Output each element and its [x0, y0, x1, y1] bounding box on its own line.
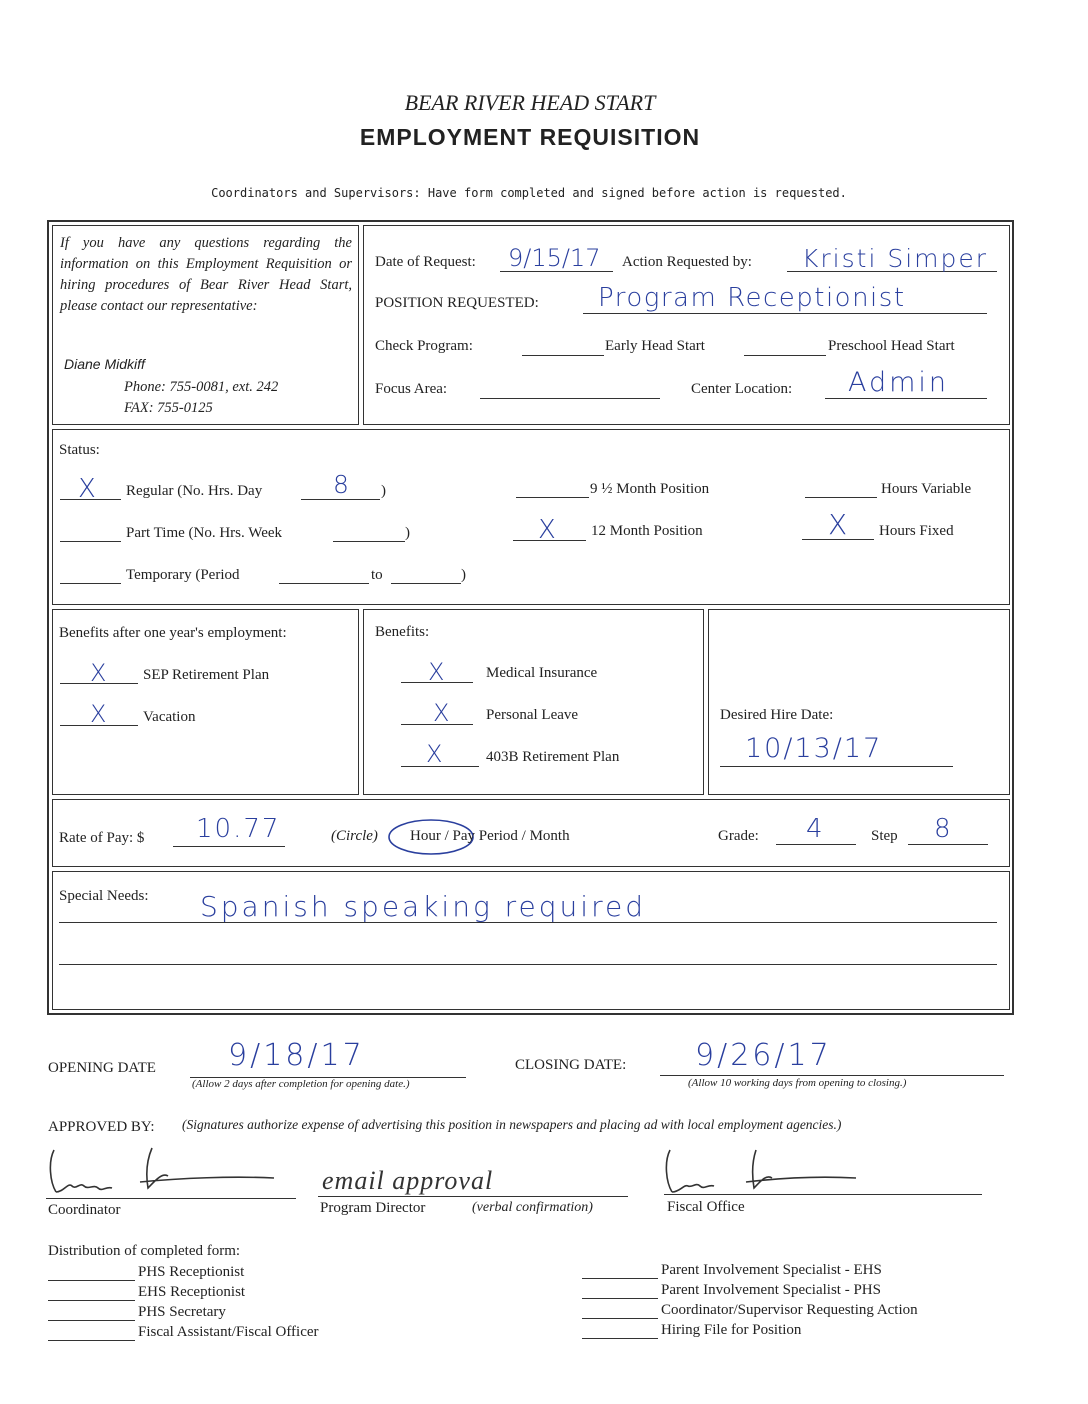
center-location-label: Center Location:: [691, 381, 793, 397]
distribution-left-line-3[interactable]: [48, 1320, 135, 1321]
sep-mark[interactable]: X: [90, 659, 107, 687]
hours-fixed-mark[interactable]: X: [828, 508, 848, 541]
status-label: Status:: [59, 442, 100, 458]
special-needs-line-1: [59, 922, 997, 923]
hire-date-line: [720, 766, 953, 767]
personal-leave-mark[interactable]: X: [433, 699, 450, 727]
nine-month-line[interactable]: [516, 497, 589, 498]
distribution-right-line-4[interactable]: [582, 1338, 658, 1339]
date-of-request-label: Date of Request:: [375, 254, 476, 270]
temporary-to-label: to: [371, 567, 383, 583]
vacation-label: Vacation: [143, 709, 196, 725]
step-line: [908, 844, 988, 845]
center-location-value[interactable]: Admin: [848, 367, 950, 398]
hire-date-label: Desired Hire Date:: [720, 707, 834, 723]
step-label: Step: [871, 828, 898, 844]
distribution-left-line-1[interactable]: [48, 1280, 135, 1281]
regular-hours-value[interactable]: 8: [333, 470, 349, 499]
retirement-403b-mark[interactable]: X: [426, 740, 443, 768]
personal-leave-label: Personal Leave: [486, 707, 579, 723]
part-time-hours-line[interactable]: [333, 541, 405, 542]
early-head-start-line[interactable]: [522, 355, 604, 356]
form-title: EMPLOYMENT REQUISITION: [359, 124, 701, 150]
position-requested-value[interactable]: Program Receptionist: [598, 283, 906, 313]
temporary-line[interactable]: [60, 583, 121, 584]
rate-of-pay-value[interactable]: 10.77: [196, 814, 281, 844]
closing-date-value[interactable]: 9/26/17: [695, 1038, 832, 1073]
circle-label: (Circle): [331, 828, 378, 844]
verbal-confirmation-label: (verbal confirmation): [472, 1200, 593, 1215]
preschool-head-start-label: Preschool Head Start: [828, 338, 955, 354]
focus-area-label: Focus Area:: [375, 381, 448, 397]
position-requested-label: POSITION REQUESTED:: [375, 295, 539, 311]
twelve-month-label: 12 Month Position: [591, 523, 703, 539]
center-location-line: [825, 398, 987, 399]
retirement-403b-label: 403B Retirement Plan: [486, 749, 620, 765]
medical-mark[interactable]: X: [428, 658, 445, 686]
coordinator-label: Coordinator: [48, 1202, 121, 1218]
rate-of-pay-line: [173, 846, 285, 847]
position-requested-line: [583, 313, 987, 314]
closing-date-line: [660, 1075, 1004, 1076]
temporary-to-line[interactable]: [391, 583, 461, 584]
special-needs-value[interactable]: Spanish speaking required: [200, 890, 646, 923]
approved-by-note: (Signatures authorize expense of advertising this position in newspapers and placing ad with local employment agencies.): [182, 1117, 842, 1132]
program-director-line: [318, 1196, 628, 1197]
coordinator-signature: [42, 1142, 282, 1202]
coordinator-line: [46, 1198, 296, 1199]
distribution-right-item-2: Parent Involvement Specialist - PHS: [661, 1282, 881, 1298]
instructions: Coordinators and Supervisors: Have form completed and signed before action is requested.: [211, 186, 847, 200]
temporary-close-paren: ): [461, 567, 466, 583]
distribution-left-line-4[interactable]: [48, 1340, 135, 1341]
hours-variable-line[interactable]: [805, 497, 877, 498]
temporary-label: Temporary (Period: [126, 567, 240, 583]
vacation-mark[interactable]: X: [90, 700, 107, 728]
focus-area-line[interactable]: [480, 398, 660, 399]
nine-month-label: 9 ½ Month Position: [590, 481, 710, 497]
benefits-label: Benefits:: [375, 624, 430, 640]
opening-date-value[interactable]: 9/18/17: [228, 1038, 365, 1073]
part-time-close-paren: ): [405, 525, 410, 541]
rate-of-pay-label: Rate of Pay: $: [59, 830, 145, 846]
sep-label: SEP Retirement Plan: [143, 667, 270, 683]
distribution-left-item-2: EHS Receptionist: [138, 1284, 246, 1300]
action-requested-value[interactable]: Kristi Simper: [802, 244, 989, 273]
preschool-head-start-line[interactable]: [744, 355, 826, 356]
regular-hours-line: [301, 499, 380, 500]
grade-value[interactable]: 4: [806, 814, 823, 844]
check-program-label: Check Program:: [375, 338, 473, 354]
closing-date-label: CLOSING DATE:: [515, 1057, 627, 1073]
distribution-right-line-3[interactable]: [582, 1318, 658, 1319]
distribution-right-item-3: Coordinator/Supervisor Requesting Action: [661, 1302, 918, 1318]
org-name: BEAR RIVER HEAD START: [404, 90, 656, 115]
distribution-left-item-3: PHS Secretary: [138, 1304, 226, 1320]
fiscal-office-signature: [660, 1142, 860, 1202]
distribution-left-item-1: PHS Receptionist: [138, 1264, 245, 1280]
program-director-signature: email approval: [322, 1166, 494, 1195]
opening-date-label: OPENING DATE: [48, 1060, 156, 1076]
date-of-request-value[interactable]: 9/15/17: [508, 244, 601, 272]
early-head-start-label: Early Head Start: [605, 338, 705, 354]
distribution-right-line-1[interactable]: [582, 1278, 658, 1279]
distribution-right-item-4: Hiring File for Position: [661, 1322, 802, 1338]
program-director-label: Program Director: [320, 1200, 426, 1216]
pay-period-options[interactable]: Hour / Pay Period / Month: [410, 828, 570, 844]
action-requested-label: Action Requested by:: [622, 254, 752, 270]
fiscal-office-line: [664, 1194, 982, 1195]
special-needs-label: Special Needs:: [59, 888, 149, 904]
opening-date-note: (Allow 2 days after completion for opening date.): [192, 1078, 410, 1090]
distribution-label: Distribution of completed form:: [48, 1243, 241, 1259]
regular-label: Regular (No. Hrs. Day: [126, 483, 263, 499]
special-needs-line-2[interactable]: [59, 964, 997, 965]
temporary-from-line[interactable]: [279, 583, 369, 584]
contact-fax: FAX: 755-0125: [124, 400, 213, 416]
benefits-year-label: Benefits after one year's employment:: [59, 625, 287, 641]
hire-date-box: [708, 609, 1010, 795]
distribution-left-line-2[interactable]: [48, 1300, 135, 1301]
hours-variable-label: Hours Variable: [881, 481, 972, 497]
contact-intro: If you have any questions regarding the information on this Employment Requisition or hiring procedures of Bear River Head Start, please contact our representative:: [60, 235, 352, 314]
closing-date-note: (Allow 10 working days from opening to closing.): [688, 1077, 907, 1089]
grade-label: Grade:: [718, 828, 759, 844]
hours-fixed-label: Hours Fixed: [879, 523, 954, 539]
fiscal-office-label: Fiscal Office: [667, 1199, 745, 1215]
part-time-line[interactable]: [60, 541, 121, 542]
distribution-right-line-2[interactable]: [582, 1298, 658, 1299]
regular-mark[interactable]: X: [78, 474, 96, 504]
hire-date-value[interactable]: 10/13/17: [745, 733, 883, 764]
distribution-right-item-1: Parent Involvement Specialist - EHS: [661, 1262, 882, 1278]
part-time-label: Part Time (No. Hrs. Week: [126, 525, 283, 541]
regular-close-paren: ): [381, 483, 386, 499]
grade-line: [776, 844, 856, 845]
step-value[interactable]: 8: [934, 814, 951, 844]
medical-label: Medical Insurance: [486, 665, 598, 681]
distribution-left-item-4: Fiscal Assistant/Fiscal Officer: [138, 1324, 319, 1340]
contact-name: Diane Midkiff: [64, 356, 145, 372]
contact-phone: Phone: 755-0081, ext. 242: [124, 379, 279, 395]
approved-by-label: APPROVED BY:: [48, 1119, 155, 1135]
twelve-month-mark[interactable]: X: [538, 515, 556, 545]
